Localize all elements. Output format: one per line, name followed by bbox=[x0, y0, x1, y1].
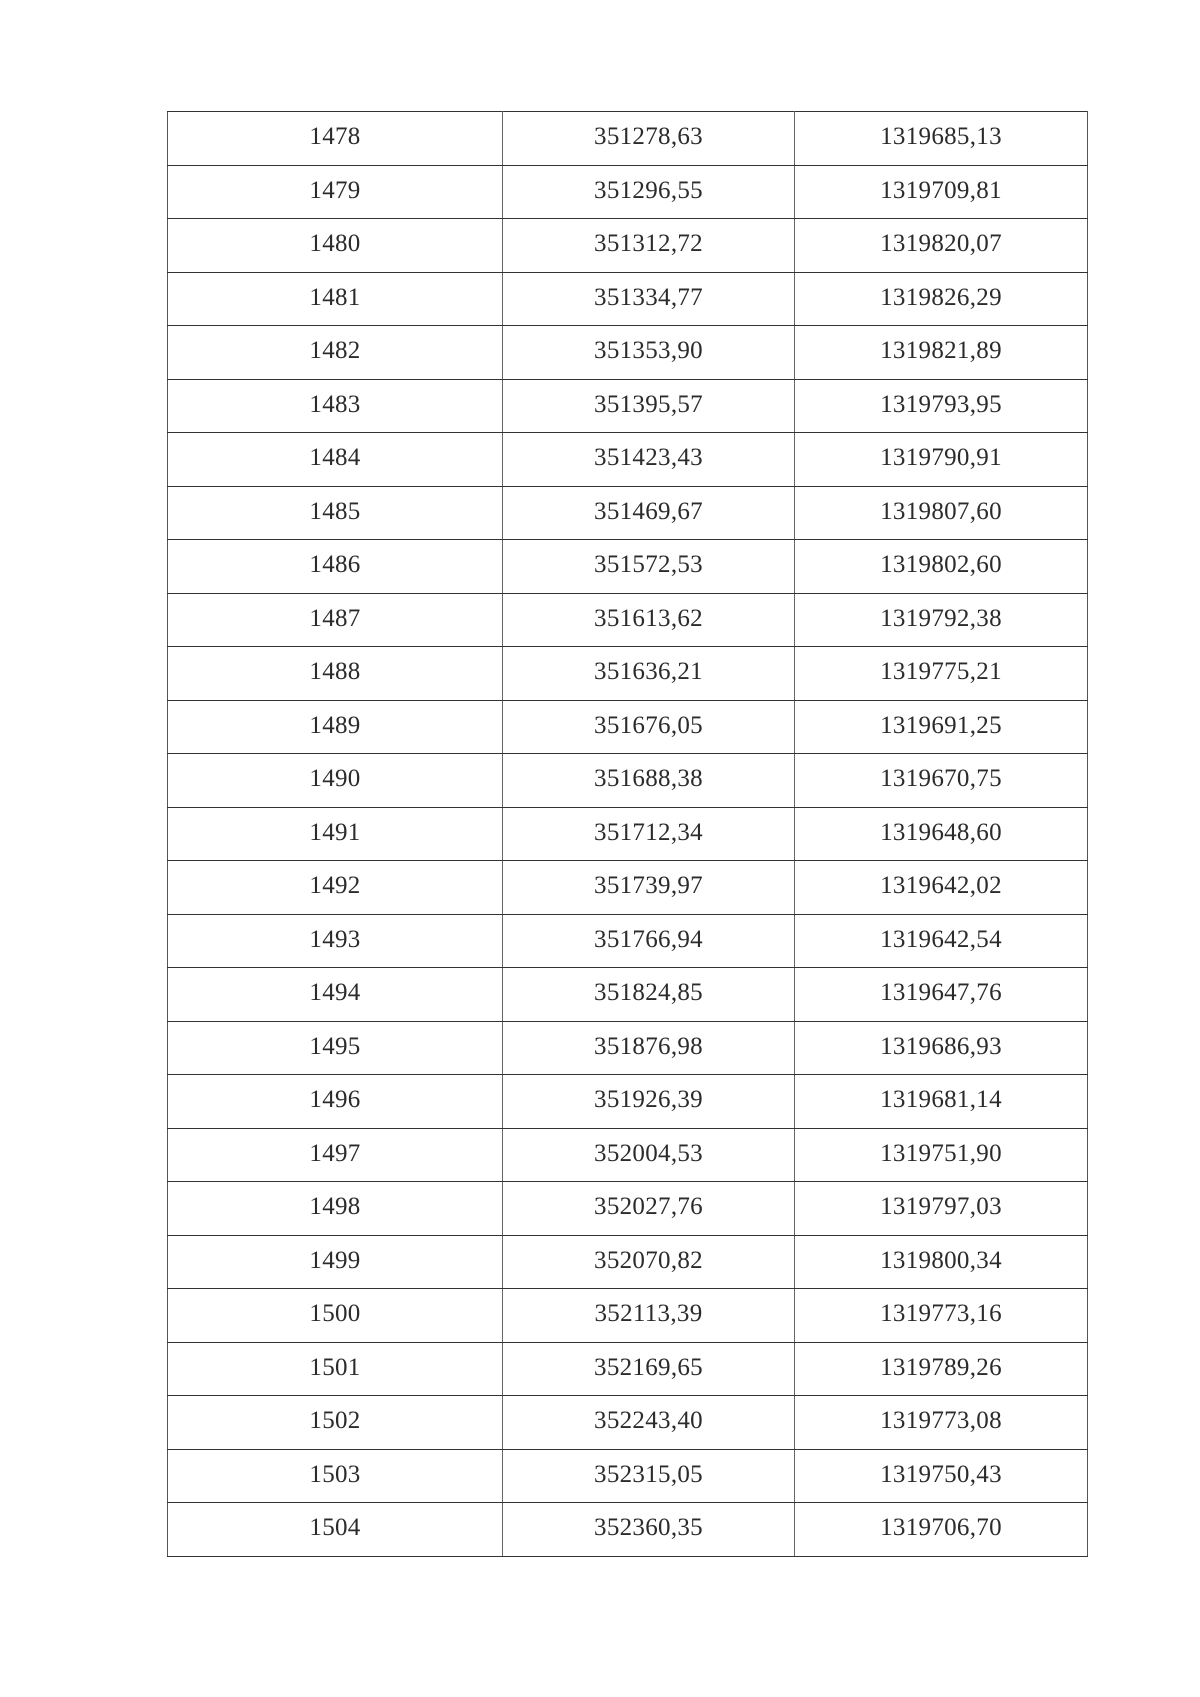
table-row bbox=[168, 593, 1088, 647]
point-number-cell: 1487 bbox=[168, 593, 503, 647]
x-coordinate-cell: 352027,76 bbox=[503, 1182, 795, 1236]
y-coordinate-cell: 1319750,43 bbox=[795, 1449, 1088, 1503]
x-coordinate-cell: 352315,05 bbox=[503, 1449, 795, 1503]
x-coordinate-cell: 351469,67 bbox=[503, 486, 795, 540]
y-coordinate-cell: 1319706,70 bbox=[795, 1503, 1088, 1557]
point-number-cell: 1503 bbox=[168, 1449, 503, 1503]
point-number-cell: 1479 bbox=[168, 165, 503, 219]
table-row bbox=[168, 861, 1088, 915]
y-coordinate-cell: 1319686,93 bbox=[795, 1021, 1088, 1075]
x-coordinate-cell: 351676,05 bbox=[503, 700, 795, 754]
point-number-cell: 1486 bbox=[168, 540, 503, 594]
x-coordinate-cell: 351353,90 bbox=[503, 326, 795, 380]
y-coordinate-cell: 1319642,02 bbox=[795, 861, 1088, 915]
y-coordinate-cell: 1319826,29 bbox=[795, 272, 1088, 326]
x-coordinate-cell: 351688,38 bbox=[503, 754, 795, 808]
x-coordinate-cell: 351766,94 bbox=[503, 914, 795, 968]
y-coordinate-cell: 1319681,14 bbox=[795, 1075, 1088, 1129]
y-coordinate-cell: 1319793,95 bbox=[795, 379, 1088, 433]
y-coordinate-cell: 1319685,13 bbox=[795, 112, 1088, 166]
table-row bbox=[168, 1128, 1088, 1182]
point-number-cell: 1484 bbox=[168, 433, 503, 487]
point-number-cell: 1483 bbox=[168, 379, 503, 433]
table-row bbox=[168, 219, 1088, 273]
y-coordinate-cell: 1319773,16 bbox=[795, 1289, 1088, 1343]
y-coordinate-cell: 1319773,08 bbox=[795, 1396, 1088, 1450]
x-coordinate-cell: 352113,39 bbox=[503, 1289, 795, 1343]
point-number-cell: 1490 bbox=[168, 754, 503, 808]
point-number-cell: 1499 bbox=[168, 1235, 503, 1289]
y-coordinate-cell: 1319797,03 bbox=[795, 1182, 1088, 1236]
table-row bbox=[168, 540, 1088, 594]
x-coordinate-cell: 351423,43 bbox=[503, 433, 795, 487]
point-number-cell: 1492 bbox=[168, 861, 503, 915]
point-number-cell: 1489 bbox=[168, 700, 503, 754]
y-coordinate-cell: 1319802,60 bbox=[795, 540, 1088, 594]
table-row bbox=[168, 1021, 1088, 1075]
y-coordinate-cell: 1319642,54 bbox=[795, 914, 1088, 968]
table-row bbox=[168, 165, 1088, 219]
point-number-cell: 1491 bbox=[168, 807, 503, 861]
x-coordinate-cell: 351613,62 bbox=[503, 593, 795, 647]
table-row bbox=[168, 807, 1088, 861]
y-coordinate-cell: 1319751,90 bbox=[795, 1128, 1088, 1182]
table-row bbox=[168, 1396, 1088, 1450]
y-coordinate-cell: 1319807,60 bbox=[795, 486, 1088, 540]
x-coordinate-cell: 351926,39 bbox=[503, 1075, 795, 1129]
table-row bbox=[168, 1075, 1088, 1129]
y-coordinate-cell: 1319790,91 bbox=[795, 433, 1088, 487]
table-row bbox=[168, 647, 1088, 701]
point-number-cell: 1478 bbox=[168, 112, 503, 166]
x-coordinate-cell: 351712,34 bbox=[503, 807, 795, 861]
y-coordinate-cell: 1319647,76 bbox=[795, 968, 1088, 1022]
table-row bbox=[168, 700, 1088, 754]
point-number-cell: 1482 bbox=[168, 326, 503, 380]
point-number-cell: 1500 bbox=[168, 1289, 503, 1343]
table-row bbox=[168, 1449, 1088, 1503]
table-row bbox=[168, 1342, 1088, 1396]
y-coordinate-cell: 1319648,60 bbox=[795, 807, 1088, 861]
x-coordinate-cell: 351636,21 bbox=[503, 647, 795, 701]
table-row bbox=[168, 379, 1088, 433]
y-coordinate-cell: 1319821,89 bbox=[795, 326, 1088, 380]
x-coordinate-cell: 352243,40 bbox=[503, 1396, 795, 1450]
x-coordinate-cell: 351312,72 bbox=[503, 219, 795, 273]
x-coordinate-cell: 352169,65 bbox=[503, 1342, 795, 1396]
table-row bbox=[168, 1235, 1088, 1289]
point-number-cell: 1480 bbox=[168, 219, 503, 273]
point-number-cell: 1501 bbox=[168, 1342, 503, 1396]
table-row bbox=[168, 914, 1088, 968]
table-row bbox=[168, 1503, 1088, 1557]
table-row bbox=[168, 326, 1088, 380]
x-coordinate-cell: 352070,82 bbox=[503, 1235, 795, 1289]
point-number-cell: 1494 bbox=[168, 968, 503, 1022]
point-number-cell: 1495 bbox=[168, 1021, 503, 1075]
x-coordinate-cell: 351334,77 bbox=[503, 272, 795, 326]
y-coordinate-cell: 1319691,25 bbox=[795, 700, 1088, 754]
y-coordinate-cell: 1319800,34 bbox=[795, 1235, 1088, 1289]
coordinates-table bbox=[167, 111, 1088, 1557]
x-coordinate-cell: 351395,57 bbox=[503, 379, 795, 433]
point-number-cell: 1502 bbox=[168, 1396, 503, 1450]
point-number-cell: 1496 bbox=[168, 1075, 503, 1129]
x-coordinate-cell: 351739,97 bbox=[503, 861, 795, 915]
coordinates-table-body bbox=[168, 112, 1088, 1557]
table-row bbox=[168, 968, 1088, 1022]
y-coordinate-cell: 1319670,75 bbox=[795, 754, 1088, 808]
point-number-cell: 1485 bbox=[168, 486, 503, 540]
table-row bbox=[168, 1182, 1088, 1236]
point-number-cell: 1493 bbox=[168, 914, 503, 968]
point-number-cell: 1497 bbox=[168, 1128, 503, 1182]
point-number-cell: 1488 bbox=[168, 647, 503, 701]
table-row bbox=[168, 754, 1088, 808]
x-coordinate-cell: 351296,55 bbox=[503, 165, 795, 219]
x-coordinate-cell: 351278,63 bbox=[503, 112, 795, 166]
table-row bbox=[168, 272, 1088, 326]
y-coordinate-cell: 1319709,81 bbox=[795, 165, 1088, 219]
table-row bbox=[168, 486, 1088, 540]
y-coordinate-cell: 1319792,38 bbox=[795, 593, 1088, 647]
y-coordinate-cell: 1319775,21 bbox=[795, 647, 1088, 701]
table-row bbox=[168, 433, 1088, 487]
x-coordinate-cell: 351876,98 bbox=[503, 1021, 795, 1075]
x-coordinate-cell: 351572,53 bbox=[503, 540, 795, 594]
x-coordinate-cell: 351824,85 bbox=[503, 968, 795, 1022]
point-number-cell: 1504 bbox=[168, 1503, 503, 1557]
y-coordinate-cell: 1319789,26 bbox=[795, 1342, 1088, 1396]
x-coordinate-cell: 352360,35 bbox=[503, 1503, 795, 1557]
point-number-cell: 1498 bbox=[168, 1182, 503, 1236]
table-row bbox=[168, 1289, 1088, 1343]
point-number-cell: 1481 bbox=[168, 272, 503, 326]
table-row bbox=[168, 112, 1088, 166]
y-coordinate-cell: 1319820,07 bbox=[795, 219, 1088, 273]
x-coordinate-cell: 352004,53 bbox=[503, 1128, 795, 1182]
